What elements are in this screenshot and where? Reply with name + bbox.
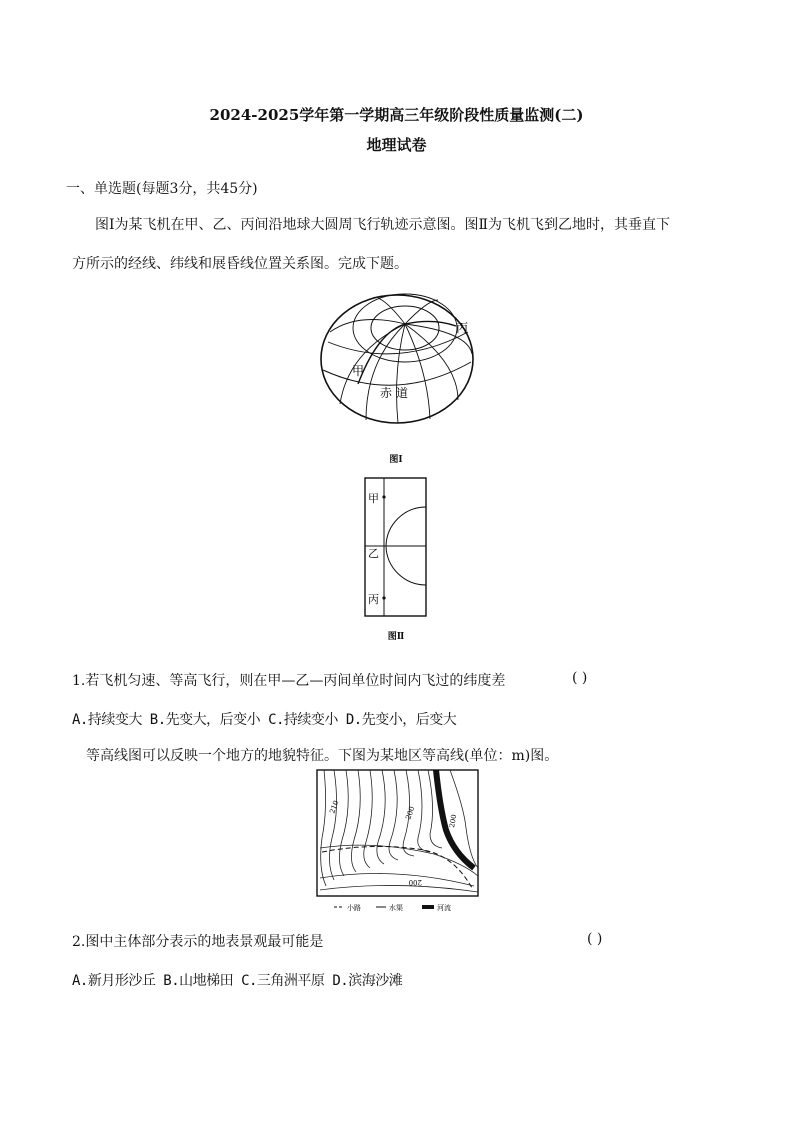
question-1-answer-blank: ( )	[572, 670, 588, 686]
figure-3-legend-path: 小路	[347, 904, 361, 912]
intro-contour-paragraph: 等高线图可以反映一个地方的地貌特征。下图为某地区等高线(单位：m)图。	[86, 748, 559, 764]
section-heading: 一、单选题(每题3分，共45分)	[66, 181, 258, 197]
question-1-options: A.持续变大 B.先变大，后变小 C.持续变小 D.先变小，后变大	[72, 712, 457, 728]
figure-2-label-bing: 丙	[368, 593, 379, 606]
question-2-answer-blank: ( )	[587, 931, 603, 947]
figure-3-label-200c: 200	[408, 878, 422, 886]
figure-2-label-jia: 甲	[368, 492, 379, 505]
question-1-stem: 1.若飞机匀速、等高飞行，则在甲—乙—丙间单位时间内飞过的纬度差	[72, 673, 506, 689]
figure-3-contour-map	[314, 768, 482, 914]
figure-3-label-210: 210	[328, 799, 341, 815]
intro-paragraph-line2: 方所示的经线、纬线和展昏线位置关系图。完成下题。	[72, 256, 408, 272]
intro-paragraph-line1: 图Ⅰ为某飞机在甲、乙、丙间沿地球大圆周飞行轨迹示意图。图Ⅱ为飞机飞到乙地时，其垂直下	[95, 217, 671, 233]
figure-1-label-jia: 甲	[352, 364, 365, 378]
figure-1-label-equator: 赤道	[380, 386, 413, 400]
question-2-stem: 2.图中主体部分表示的地表景观最可能是	[72, 934, 324, 950]
exam-subject: 地理试卷	[366, 136, 427, 154]
figure-1-globe	[318, 292, 478, 432]
figure-3-legend-canal: 水渠	[389, 904, 403, 912]
exam-title: 2024-2025学年第一学期高三年级阶段性质量监测(二)	[209, 106, 584, 124]
figure-2-caption: 图Ⅱ	[387, 632, 405, 642]
figure-3-legend-river: 河流	[437, 904, 451, 912]
question-2-options: A.新月形沙丘 B.山地梯田 C.三角洲平原 D.滨海沙滩	[72, 973, 403, 989]
figure-2-label-yi: 乙	[368, 547, 379, 560]
figure-2-diagram	[364, 477, 428, 619]
figure-3-label-200b: 200	[448, 813, 459, 829]
figure-1-caption: 图Ⅰ	[389, 455, 403, 465]
figure-1-label-bing: 丙	[456, 321, 469, 335]
figure-3-label-200a: 200	[404, 805, 417, 821]
